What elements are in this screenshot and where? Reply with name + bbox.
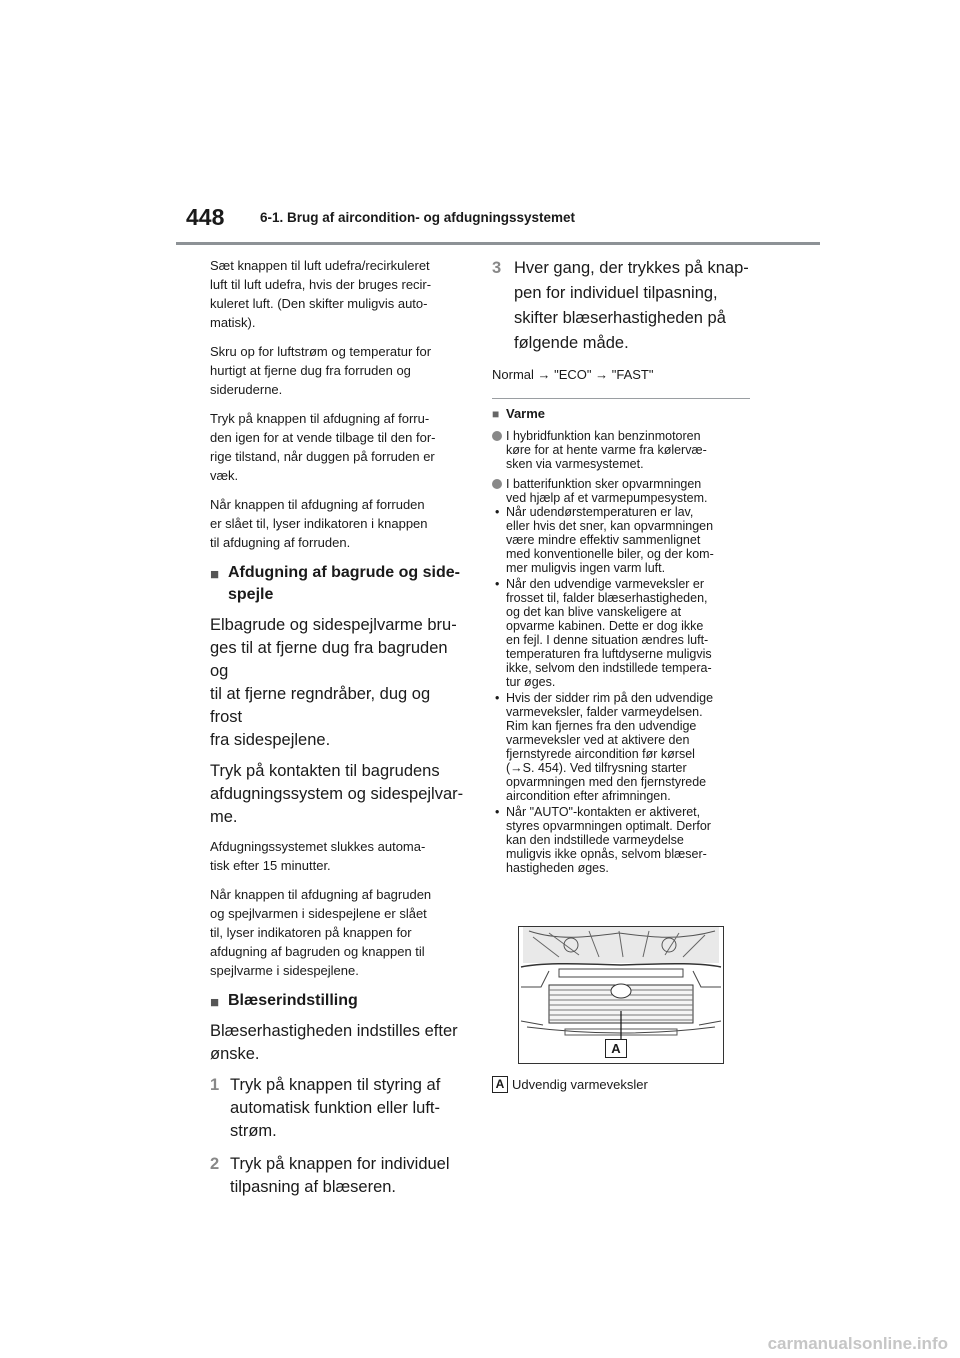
- step-1: 1 Tryk på knappen til styring af automatisk funktion eller luft- strøm.: [210, 1076, 441, 1140]
- paragraph-press-again: Tryk på knappen til afdugning af forru- den igen for at vende tilbage til den for- rige tilstand, når duggen på forruden er væk.: [210, 411, 436, 483]
- step-number: 2: [210, 1155, 220, 1173]
- paragraph-rear-indicator: Når knappen til afdugning af bagruden og spejlvarmen i sidespejlene er slået til, lyser indikatoren på knappen for afdugning af bagruden og knappen til spejlvarme i sidespejlene.: [210, 887, 432, 978]
- section-title: 6-1. Brug af aircondition- og afdugningssystemet: [260, 210, 576, 225]
- paragraph-press-switch: Tryk på kontakten til bagrudens afdugningssystem og sidespejlvar- me.: [210, 762, 464, 826]
- caption-label-a: A: [492, 1076, 508, 1093]
- watermark: carmanualsonline.info: [767, 1334, 948, 1353]
- heading-fan: ■ Blæserindstilling: [210, 990, 466, 1012]
- square-bullet-icon: ■: [492, 407, 500, 421]
- paragraph-indicator: Når knappen til afdugning af forruden er slået til, lyser indikatoren i knappen til afdugning af forruden.: [210, 497, 428, 550]
- figure-caption: [492, 1075, 648, 1093]
- square-bullet-icon: ■: [210, 566, 220, 583]
- bullet-frozen: • Når den udvendige varmeveksler er frosset til, falder blæserhastigheden, og det kan blive vanskeligere at opvarme kabinen. Dette er dog ikke en fejl. I denne situation ændres luft- temperaturen fra luftdyserne muligvis ikke, selvom den indstillede tempera- tur øges.: [495, 577, 712, 689]
- heading-heating: ■ Varme: [492, 406, 546, 421]
- page-number: 448: [186, 204, 225, 230]
- header-rule: [176, 242, 820, 245]
- step-3: 3 Hver gang, der trykkes på knap- pen for individuel tilpasning, skifter blæserhastigheden på følgende måde.: [492, 256, 752, 356]
- bullet-low-temp: • Når udendørstemperaturen er lav, eller hvis det sner, kan opvarmningen være mindre effektiv sammenlignet med konventionelle biler, og der kom- mer muligvis ingen varm luft.: [495, 505, 714, 575]
- paragraph-recirc: Sæt knappen til luft udefra/recirkuleret luft til luft udefra, hvis der bruges recir- kuleret luft. (Den skifter muligvis auto- matisk).: [210, 258, 432, 330]
- square-bullet-icon: ■: [210, 994, 220, 1011]
- dot-bullet-icon: [492, 431, 502, 441]
- bullet-frost: • Hvis der sidder rim på den udvendige varmeveksler, falder varmeydelsen. Rim kan fjernes fra den udvendige varmeveksler ved at aktivere den fjernstyrede aircondition før kørsel (→S. 454). Ved tilfrysning starter opvarmningen med den fjernstyrede aircondition efter afrimningen.: [495, 691, 714, 803]
- step-2: 2 Tryk på knappen for individuel tilpasning af blæseren.: [210, 1155, 450, 1196]
- dot-bullet-icon: [492, 479, 502, 489]
- paragraph-auto-off: Afdugningssystemet slukkes automa- tisk efter 15 minutter.: [210, 839, 426, 873]
- right-column: [492, 256, 752, 877]
- step-number: 1: [210, 1076, 220, 1094]
- callout-label-a: A: [605, 1039, 627, 1058]
- step-number: 3: [492, 259, 502, 277]
- heading-rear-defog: ■ Afdugning af bagrude og side- spejle: [210, 564, 460, 603]
- paragraph-airflow: Skru op for luftstrøm og temperatur for hurtigt at fjerne dug fra forruden og sideruderne.: [210, 344, 432, 397]
- note-battery: I batterifunktion sker opvarmningen ved hjælp af et varmepumpesystem.: [492, 477, 752, 505]
- caption-text: Udvendig varmeveksler: [512, 1077, 648, 1093]
- paragraph-fan: Blæserhastigheden indstilles efter ønske.: [210, 1022, 458, 1063]
- left-column: [210, 256, 466, 1209]
- note-hybrid: I hybridfunktion kan benzinmotoren køre for at hente varme fra kølervæ- sken via varmesystemet.: [492, 429, 752, 471]
- heat-exchanger-illustration: [518, 926, 724, 1064]
- paragraph-rear-defog: Elbagrude og sidespejlvarme bru- ges til at fjerne dug fra bagruden og til at fjerne regndråber, dug og frost fra sidespejlene.: [210, 616, 457, 749]
- bullet-auto: • Når "AUTO"-kontakten er aktiveret, styres opvarmningen optimalt. Derfor kan den indstillede varmeydelse muligvis ikke opnås, selvom blæser- hastigheden øges.: [495, 805, 711, 875]
- section-divider: [492, 398, 750, 399]
- fan-speed-sequence: Normal → "ECO" → "FAST": [492, 367, 654, 382]
